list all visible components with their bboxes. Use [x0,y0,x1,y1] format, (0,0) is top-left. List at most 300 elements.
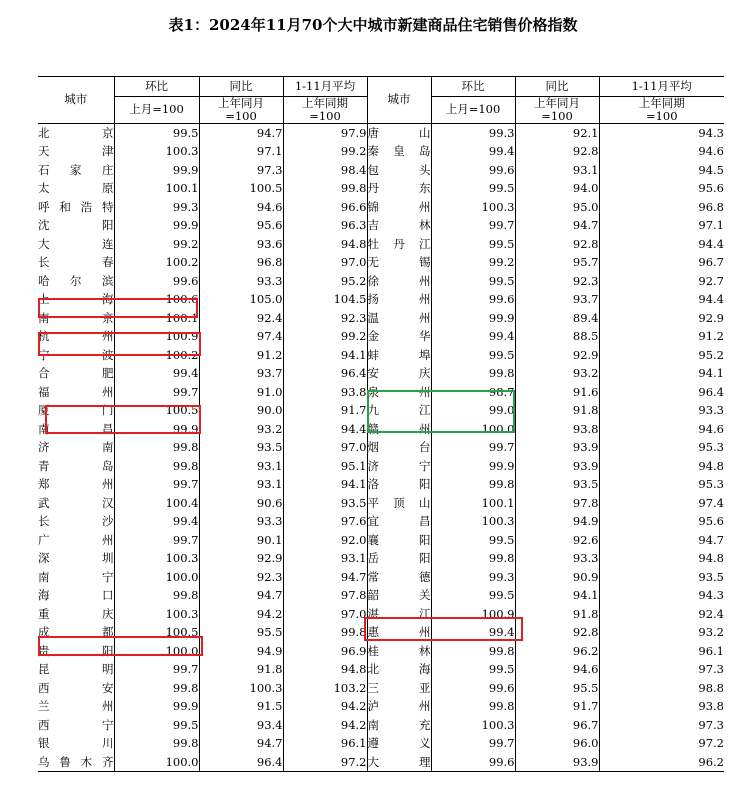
left-mom-cell: 100.4 [114,494,199,513]
table-row [38,457,724,476]
right-yoy-cell: 95.5 [515,679,599,698]
right-yoy-cell: 92.8 [515,623,599,642]
left-yoy-cell: 91.2 [199,346,283,365]
right-mom-cell: 99.5 [431,235,515,254]
table-row [38,272,724,291]
right-mom-cell: 100.3 [431,716,515,735]
left-mom-cell: 99.9 [114,161,199,180]
right-mom-cell: 98.7 [431,383,515,402]
left-yoy-cell: 97.3 [199,161,283,180]
highlight-zhanjiang [364,617,523,641]
right-yoy-cell: 91.8 [515,401,599,420]
table-row [38,512,724,531]
right-city-cell: 泸州 [367,697,431,716]
left-mom-cell: 99.8 [114,734,199,753]
left-ytd-cell: 98.4 [283,161,367,180]
left-yoy-cell: 94.7 [199,123,283,142]
right-mom-cell: 99.4 [431,623,515,642]
left-ytd-cell: 94.8 [283,235,367,254]
left-mom-cell: 99.6 [114,272,199,291]
table-row [38,235,724,254]
right-city-cell: 九江 [367,401,431,420]
left-city-cell: 厦门 [38,401,114,420]
left-mom-cell: 99.5 [114,716,199,735]
right-mom-cell: 99.8 [431,697,515,716]
right-yoy-cell: 92.8 [515,142,599,161]
left-ytd-cell: 92.0 [283,531,367,550]
left-ytd-cell: 97.0 [283,253,367,272]
right-yoy-cell: 94.7 [515,216,599,235]
right-ytd-cell: 93.2 [698,625,724,639]
left-city-cell: 西宁 [38,716,114,735]
left-yoy-cell: 92.3 [199,568,283,587]
yoy-base-right: 上年同月 =100 [515,96,599,123]
left-mom-cell: 99.9 [114,420,199,439]
ytd-base-right: 上年同期 =100 [599,96,724,123]
left-city-cell: 广州 [38,531,114,550]
right-ytd-cell: 96.7 [698,255,724,269]
left-mom-cell: 100.5 [114,623,199,642]
table-row [38,586,724,605]
left-ytd-cell: 96.1 [283,734,367,753]
left-mom-cell: 100.3 [114,549,199,568]
left-ytd-cell: 95.1 [283,457,367,476]
left-yoy-cell: 105.0 [199,290,283,309]
left-yoy-cell: 96.8 [199,253,283,272]
left-ytd-cell: 93.8 [283,383,367,402]
right-mom-cell: 99.6 [431,753,515,772]
right-yoy-cell: 92.8 [515,235,599,254]
left-ytd-cell: 96.4 [283,364,367,383]
right-ytd-cell: 94.3 [698,588,724,602]
left-mom-cell: 99.5 [114,123,199,142]
right-city-cell: 烟台 [367,438,431,457]
right-ytd-cell: 97.1 [698,218,724,232]
left-city-cell: 杭州 [38,327,114,346]
right-yoy-cell: 93.8 [515,420,599,439]
table-row [38,568,724,587]
mom-header-left: 环比 [114,77,199,97]
left-city-cell: 重庆 [38,605,114,624]
left-ytd-cell: 99.2 [283,327,367,346]
table-row [38,123,724,142]
right-ytd-cell: 93.8 [698,699,724,713]
table-row [38,364,724,383]
right-mom-cell: 99.6 [431,161,515,180]
left-yoy-cell: 93.5 [199,438,283,457]
left-yoy-cell: 93.1 [199,457,283,476]
city-header-right: 城市 [367,77,431,124]
left-yoy-cell: 90.0 [199,401,283,420]
left-city-cell: 深圳 [38,549,114,568]
left-city-cell: 沈阳 [38,216,114,235]
right-ytd-cell: 96.4 [698,384,724,399]
left-city-cell: 南昌 [38,420,114,439]
right-city-cell: 襄阳 [367,531,431,550]
mom-base-right: 上月=100 [431,96,515,123]
right-yoy-cell: 90.9 [515,568,599,587]
right-yoy-cell: 94.6 [515,660,599,679]
left-city-cell: 大连 [38,235,114,254]
right-yoy-cell: 97.8 [515,494,599,513]
left-yoy-cell: 93.7 [199,364,283,383]
left-city-cell: 南京 [38,309,114,328]
right-mom-cell: 99.7 [431,216,515,235]
table-row [38,679,724,698]
right-mom-cell: 99.4 [431,327,515,346]
right-mom-cell: 100.1 [431,494,515,513]
highlight-hangzhou [38,332,201,356]
left-city-cell: 呼和浩特 [38,198,114,217]
left-mom-cell: 99.9 [114,697,199,716]
highlight-xiamen [45,405,201,434]
right-mom-cell: 99.4 [431,142,515,161]
ytd-header-right: 1-11月平均 [599,77,724,97]
left-mom-cell: 100.1 [114,179,199,198]
left-mom-cell: 99.7 [114,383,199,402]
left-yoy-cell: 91.8 [199,660,283,679]
left-city-cell: 兰州 [38,697,114,716]
right-mom-cell: 99.8 [431,549,515,568]
right-ytd-cell: 98.8 [698,680,724,695]
left-ytd-cell: 94.2 [283,697,367,716]
table-row [38,734,724,753]
left-ytd-cell: 91.7 [283,401,367,420]
right-city-cell: 宜昌 [367,512,431,531]
right-ytd-cell: 94.6 [698,421,724,436]
left-yoy-cell: 93.3 [199,272,283,291]
table-row [38,475,724,494]
left-city-cell: 昆明 [38,660,114,679]
right-mom-cell: 99.6 [431,679,515,698]
left-mom-cell: 100.2 [114,346,199,365]
right-ytd-cell: 92.9 [698,310,724,325]
right-ytd-cell: 93.5 [698,569,724,584]
left-yoy-cell: 95.5 [199,623,283,642]
left-mom-cell: 100.1 [114,309,199,328]
city-header-left: 城市 [38,77,114,124]
right-city-cell: 湛江 [367,605,431,624]
left-city-cell: 郑州 [38,475,114,494]
left-city-cell: 西安 [38,679,114,698]
left-mom-cell: 100.0 [114,753,199,772]
left-ytd-cell: 94.2 [283,716,367,735]
left-city-cell: 长春 [38,253,114,272]
right-city-cell: 金华 [367,327,431,346]
left-yoy-cell: 92.4 [199,309,283,328]
right-mom-cell: 99.8 [431,642,515,661]
right-ytd-cell: 95.6 [698,181,724,195]
right-city-cell: 徐州 [367,272,431,291]
highlight-chengdu [38,636,203,656]
right-city-cell: 吉林 [367,216,431,235]
right-ytd-cell: 91.2 [698,329,724,343]
left-yoy-cell: 94.9 [199,642,283,661]
left-yoy-cell: 94.6 [199,198,283,217]
left-mom-cell: 100.2 [114,253,199,272]
left-yoy-cell: 92.9 [199,549,283,568]
right-ytd-cell: 93.3 [698,403,724,417]
right-yoy-cell: 91.8 [515,605,599,624]
right-ytd-cell: 94.3 [698,125,724,140]
right-mom-cell: 99.7 [431,438,515,457]
left-mom-cell: 100.3 [114,142,199,161]
right-ytd-cell: 96.8 [698,199,724,214]
left-yoy-cell: 100.5 [199,179,283,198]
right-yoy-cell: 94.0 [515,179,599,198]
left-yoy-cell: 93.2 [199,420,283,439]
left-ytd-cell: 104.5 [283,290,367,309]
right-mom-cell: 100.3 [431,512,515,531]
right-ytd-cell: 96.2 [599,753,724,772]
left-ytd-cell: 97.0 [283,605,367,624]
right-city-cell: 平顶山 [367,494,431,513]
yoy-header-right: 同比 [515,77,599,97]
right-yoy-cell: 95.0 [515,198,599,217]
left-yoy-cell: 100.3 [199,679,283,698]
right-city-cell: 唐山 [367,123,431,142]
right-yoy-cell: 93.9 [515,753,599,772]
left-yoy-cell: 95.6 [199,216,283,235]
right-city-cell: 安庆 [367,364,431,383]
left-city-cell: 乌鲁木齐 [38,753,114,772]
left-ytd-cell: 97.0 [283,438,367,457]
left-ytd-cell: 97.8 [283,586,367,605]
left-mom-cell: 99.7 [114,475,199,494]
table-body [38,123,724,772]
left-city-cell: 成都 [38,623,114,642]
left-mom-cell: 99.8 [114,438,199,457]
right-city-cell: 温州 [367,309,431,328]
table-row [38,697,724,716]
left-yoy-cell: 94.2 [199,605,283,624]
right-yoy-cell: 91.6 [515,383,599,402]
left-city-cell: 太原 [38,179,114,198]
right-ytd-cell: 95.2 [698,347,724,362]
right-yoy-cell: 88.5 [515,327,599,346]
right-yoy-cell: 96.7 [515,716,599,735]
right-mom-cell: 99.2 [431,253,515,272]
left-mom-cell: 100.0 [114,642,199,661]
left-city-cell: 长沙 [38,512,114,531]
right-ytd-cell: 94.8 [698,551,724,565]
left-ytd-cell: 94.4 [283,420,367,439]
right-mom-cell: 99.3 [431,123,515,142]
left-mom-cell: 99.8 [114,457,199,476]
right-city-cell: 惠州 [367,623,431,642]
right-yoy-cell: 92.1 [515,123,599,142]
right-city-cell: 赣州 [367,420,431,439]
right-mom-cell: 99.5 [431,531,515,550]
right-ytd-cell: 95.3 [698,440,724,454]
right-mom-cell: 99.8 [431,364,515,383]
highlight-shanghai [38,298,198,318]
left-mom-cell: 100.0 [114,568,199,587]
left-mom-cell: 99.7 [114,531,199,550]
left-yoy-cell: 93.3 [199,512,283,531]
left-ytd-cell: 97.6 [283,512,367,531]
right-mom-cell: 99.6 [431,290,515,309]
highlight-quanzhou-jiujiang [367,390,515,433]
right-city-cell: 牡丹江 [367,235,431,254]
left-mom-cell: 100.6 [114,290,199,309]
right-mom-cell: 99.7 [431,734,515,753]
right-yoy-cell: 91.7 [515,697,599,716]
page-title: 表1：2024年11月70个大中城市新建商品住宅销售价格指数 [168,16,578,34]
left-ytd-cell: 99.8 [283,623,367,642]
table-row [38,660,724,679]
left-ytd-cell: 99.2 [283,142,367,161]
right-ytd-cell: 94.1 [698,366,724,380]
right-ytd-cell: 94.6 [698,144,724,158]
right-ytd-cell: 97.2 [698,736,724,750]
right-mom-cell: 99.5 [431,660,515,679]
left-mom-cell: 99.2 [114,235,199,254]
right-yoy-cell: 92.6 [515,531,599,550]
ytd-header-left: 1-11月平均 [283,77,367,97]
left-mom-cell: 99.3 [114,198,199,217]
right-city-cell: 遵义 [367,734,431,753]
right-yoy-cell: 96.2 [515,642,599,661]
right-city-cell: 无锡 [367,253,431,272]
table-row [38,198,724,217]
right-ytd-cell: 92.4 [698,606,724,621]
left-city-cell: 青岛 [38,457,114,476]
left-ytd-cell: 93.5 [283,494,367,513]
right-city-cell: 桂林 [367,642,431,661]
left-city-cell: 贵阳 [38,642,114,661]
right-yoy-cell: 93.5 [515,475,599,494]
table-row [38,716,724,735]
table-row [38,753,724,772]
left-city-cell: 北京 [38,123,114,142]
left-ytd-cell: 99.8 [283,179,367,198]
right-mom-cell: 99.9 [431,309,515,328]
left-city-cell: 福州 [38,383,114,402]
left-mom-cell: 99.9 [114,216,199,235]
right-mom-cell: 99.5 [431,586,515,605]
right-mom-cell: 99.0 [431,401,515,420]
right-ytd-cell: 97.3 [698,717,724,732]
left-yoy-cell: 93.1 [199,475,283,494]
right-city-cell: 包头 [367,161,431,180]
right-yoy-cell: 94.1 [515,586,599,605]
right-yoy-cell: 95.7 [515,253,599,272]
left-ytd-cell: 94.8 [283,660,367,679]
mom-base-left: 上月=100 [114,96,199,123]
table-row [38,549,724,568]
left-yoy-cell: 93.6 [199,235,283,254]
left-ytd-cell: 92.3 [283,309,367,328]
left-mom-cell: 99.8 [114,679,199,698]
right-city-cell: 济宁 [367,457,431,476]
right-ytd-cell: 94.4 [698,236,724,251]
table-row [38,494,724,513]
right-yoy-cell: 96.0 [515,734,599,753]
right-yoy-cell: 93.7 [515,290,599,309]
right-ytd-cell: 95.3 [698,477,724,491]
left-ytd-cell: 94.7 [283,568,367,587]
right-yoy-cell: 89.4 [515,309,599,328]
right-city-cell: 北海 [367,660,431,679]
right-ytd-cell: 94.7 [698,532,724,547]
right-mom-cell: 100.0 [431,420,515,439]
left-ytd-cell: 103.2 [283,679,367,698]
right-mom-cell: 100.3 [431,198,515,217]
yoy-base-left: 上年同月 =100 [199,96,283,123]
right-yoy-cell: 93.2 [515,364,599,383]
left-mom-cell: 100.5 [114,401,199,420]
right-mom-cell: 99.8 [431,475,515,494]
table-row [38,531,724,550]
right-mom-cell: 99.5 [431,272,515,291]
left-city-cell: 宁波 [38,346,114,365]
left-city-cell: 石家庄 [38,161,114,180]
table-row [38,179,724,198]
right-ytd-cell: 94.5 [698,162,724,177]
left-ytd-cell: 96.6 [283,198,367,217]
left-city-cell: 合肥 [38,364,114,383]
left-city-cell: 天津 [38,142,114,161]
right-ytd-cell: 97.3 [698,662,724,676]
left-city-cell: 银川 [38,734,114,753]
table-row [38,142,724,161]
left-mom-cell: 99.8 [114,586,199,605]
right-yoy-cell: 93.9 [515,457,599,476]
left-yoy-cell: 94.7 [199,734,283,753]
left-ytd-cell: 95.2 [283,272,367,291]
left-ytd-cell: 93.1 [283,549,367,568]
right-city-cell: 蚌埠 [367,346,431,365]
left-yoy-cell: 97.4 [199,327,283,346]
right-ytd-cell: 94.8 [698,458,724,473]
right-mom-cell: 99.5 [431,346,515,365]
right-mom-cell: 99.5 [431,179,515,198]
right-city-cell: 韶关 [367,586,431,605]
right-ytd-cell: 97.4 [698,495,724,510]
right-yoy-cell: 93.9 [515,438,599,457]
left-mom-cell: 99.4 [114,512,199,531]
table-row [38,253,724,272]
right-city-cell: 洛阳 [367,475,431,494]
left-yoy-cell: 90.1 [199,531,283,550]
mom-header-right: 环比 [431,77,515,97]
right-yoy-cell: 92.9 [515,346,599,365]
right-city-cell: 秦皇岛 [367,142,431,161]
left-city-cell: 上海 [38,290,114,309]
left-city-cell: 济南 [38,438,114,457]
right-city-cell: 岳阳 [367,549,431,568]
right-mom-cell: 99.3 [431,568,515,587]
left-ytd-cell: 94.1 [283,346,367,365]
left-city-cell: 哈尔滨 [38,272,114,291]
left-mom-cell: 99.7 [114,660,199,679]
right-city-cell: 南充 [367,716,431,735]
ytd-base-left: 上年同期 =100 [283,96,367,123]
right-city-cell: 丹东 [367,179,431,198]
table-row [38,216,724,235]
left-yoy-cell: 96.4 [199,753,283,772]
right-ytd-cell: 94.4 [698,292,724,306]
left-ytd-cell: 94.1 [283,475,367,494]
left-yoy-cell: 91.5 [199,697,283,716]
right-city-cell: 锦州 [367,198,431,217]
right-city-cell: 扬州 [367,290,431,309]
left-yoy-cell: 94.7 [199,586,283,605]
right-yoy-cell: 93.3 [515,549,599,568]
left-ytd-cell: 96.3 [283,216,367,235]
left-city-cell: 南宁 [38,568,114,587]
